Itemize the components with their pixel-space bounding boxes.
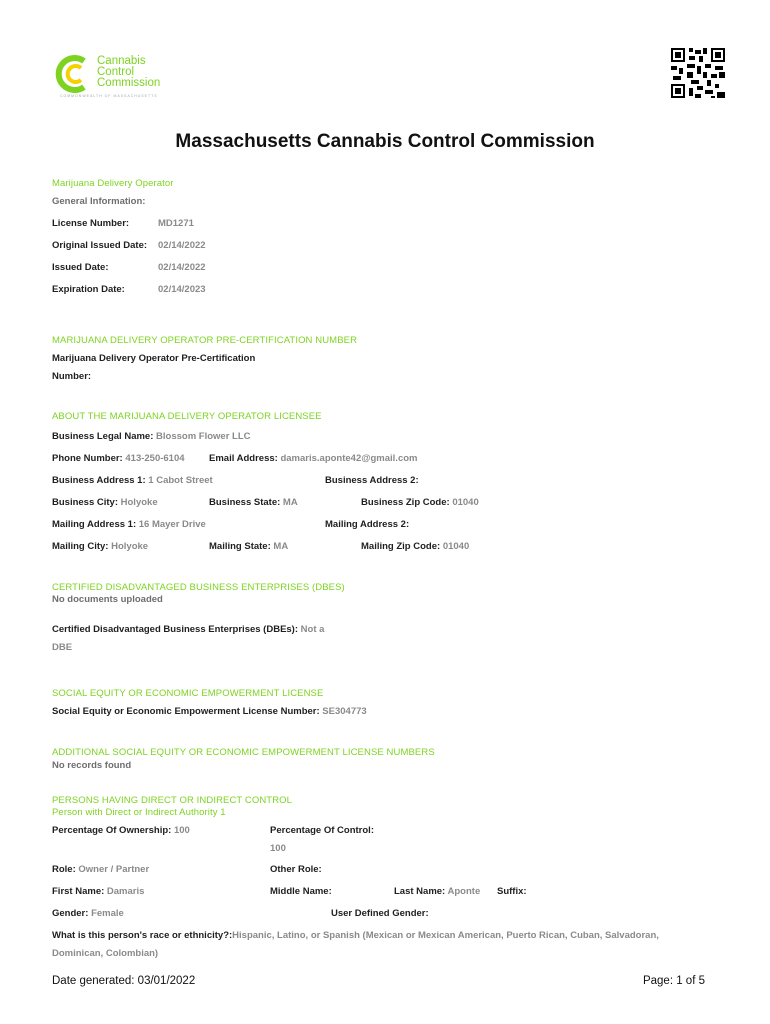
license-number-label: License Number: [52, 218, 130, 229]
logo-line-3: Commission [97, 77, 161, 89]
other-role-label: Other Role: [270, 864, 322, 875]
phone-label: Phone Number: [52, 453, 123, 464]
role [52, 864, 149, 875]
business-city [52, 497, 158, 508]
mail-state-value: MA [273, 541, 289, 552]
additional-heading: ADDITIONAL SOCIAL EQUITY OR ECONOMIC EMPOWERMENT LICENSE NUMBERS [52, 747, 435, 758]
expiration-date-value: 02/14/2023 [158, 284, 206, 295]
mail1-value: 16 Mayer Drive [138, 519, 206, 530]
ownership-label: Percentage Of Ownership: [52, 825, 172, 836]
city-value: Holyoke [120, 497, 158, 508]
logo-mark-icon [54, 54, 96, 94]
logo-line-1: Cannabis [97, 55, 146, 67]
address1-value: 1 Cabot Street [148, 475, 213, 486]
social-equity-heading: SOCIAL EQUITY OR ECONOMIC EMPOWERMENT LICENSE [52, 688, 324, 699]
licensee-heading: ABOUT THE MARIJUANA DELIVERY OPERATOR LICENSEE [52, 411, 322, 422]
race-label: What is this person's race or ethnicity?: [52, 930, 233, 941]
phone-number [52, 453, 185, 464]
precert-heading: MARIJUANA DELIVERY OPERATOR PRE-CERTIFICATION NUMBER [52, 335, 358, 346]
mail-zip-label: Mailing Zip Code: [361, 541, 441, 552]
last-name-value: Aponte [447, 886, 481, 897]
zip-label: Business Zip Code: [361, 497, 450, 508]
email-value: damaris.aponte42@gmail.com [280, 453, 418, 464]
phone-value: 413-250-6104 [125, 453, 185, 464]
page-title: Massachusetts Cannabis Control Commission [175, 131, 595, 152]
mail-zip-value: 01040 [442, 541, 470, 552]
social-equity-number [52, 706, 367, 717]
city-label: Business City: [52, 497, 118, 508]
general-info-heading: General Information: [52, 196, 146, 207]
mail2-label: Mailing Address 2: [325, 519, 410, 530]
mail1-label: Mailing Address 1: [52, 519, 137, 530]
precert-label-line2: Number: [52, 371, 92, 382]
dbe-value-line1: Not a [300, 624, 325, 635]
state-label: Business State: [209, 497, 281, 508]
race-value-line2: Dominican, Colombian) [52, 948, 159, 959]
license-heading: Marijuana Delivery Operator [52, 178, 174, 189]
last-name [394, 886, 480, 897]
control-value: 100 [270, 843, 286, 854]
page-number: Page: 1 of 5 [642, 975, 705, 987]
email-address [209, 453, 417, 464]
mail-city-value: Holyoke [111, 541, 149, 552]
logo-line-2: Control [97, 66, 135, 78]
zip-value: 01040 [452, 497, 479, 508]
dbe-docs: No documents uploaded [52, 594, 163, 605]
first-name-value: Damaris [106, 886, 145, 897]
email-label: Email Address: [209, 453, 278, 464]
mailing-state [209, 541, 288, 552]
business-state [209, 497, 298, 508]
first-name [52, 886, 144, 897]
dbe-value-line2: DBE [52, 642, 73, 653]
business-address-1 [52, 475, 213, 486]
mail-state-label: Mailing State: [209, 541, 271, 552]
last-name-label: Last Name: [394, 886, 446, 897]
mailing-address-1 [52, 519, 206, 530]
dbe-label: Certified Disadvantaged Business Enterprises (DBEs): [52, 624, 299, 635]
address2-label: Business Address 2: [325, 475, 419, 486]
logo-tagline: COMMONWEALTH OF MASSACHUSETTS [60, 94, 158, 98]
gender-value: Female [91, 908, 124, 919]
control-label: Percentage Of Control: [270, 825, 374, 836]
user-defined-gender-label: User Defined Gender: [331, 908, 429, 919]
gender-label: Gender: [52, 908, 89, 919]
role-label: Role: [52, 864, 76, 875]
social-equity-value: SE304773 [322, 706, 367, 717]
mail-city-label: Mailing City: [52, 541, 109, 552]
race-value-line1: Hispanic, Latino, or Spanish (Mexican or Mexican American, Puerto Rican, Cuban, Salvadoran, [232, 930, 659, 941]
issued-date-value: 02/14/2022 [158, 262, 206, 273]
original-issued-value: 02/14/2022 [158, 240, 206, 251]
mailing-city [52, 541, 148, 552]
license-number-value: MD1271 [158, 218, 194, 229]
dbe-heading: CERTIFIED DISADVANTAGED BUSINESS ENTERPRISES (DBES) [52, 582, 345, 593]
state-value: MA [282, 497, 298, 508]
ownership-value: 100 [173, 825, 190, 836]
social-equity-label: Social Equity or Economic Empowerment License Number: [52, 706, 320, 717]
role-value: Owner / Partner [78, 864, 150, 875]
qr-code-icon [671, 48, 725, 98]
business-legal-name-label: Business Legal Name: [52, 431, 154, 442]
business-legal-name [52, 431, 251, 442]
mailing-zip [361, 541, 469, 552]
gender [52, 908, 124, 919]
first-name-label: First Name: [52, 886, 105, 897]
ownership-percentage [52, 825, 190, 836]
persons-subheading: Person with Direct or Indirect Authority 1 [52, 807, 226, 818]
race-ethnicity [52, 930, 659, 941]
suffix-label: Suffix: [497, 886, 527, 897]
additional-value: No records found [52, 760, 132, 771]
original-issued-label: Original Issued Date: [52, 240, 148, 251]
date-generated: Date generated: 03/01/2022 [52, 975, 196, 987]
issued-date-label: Issued Date: [52, 262, 109, 273]
address1-label: Business Address 1: [52, 475, 146, 486]
precert-label-line1: Marijuana Delivery Operator Pre-Certification [52, 353, 256, 364]
business-legal-name-value: Blossom Flower LLC [156, 431, 251, 442]
ccc-logo [54, 54, 184, 100]
persons-heading: PERSONS HAVING DIRECT OR INDIRECT CONTROL [52, 795, 293, 806]
business-zip [361, 497, 479, 508]
dbe-status [52, 624, 324, 635]
expiration-date-label: Expiration Date: [52, 284, 125, 295]
middle-name-label: Middle Name: [270, 886, 332, 897]
